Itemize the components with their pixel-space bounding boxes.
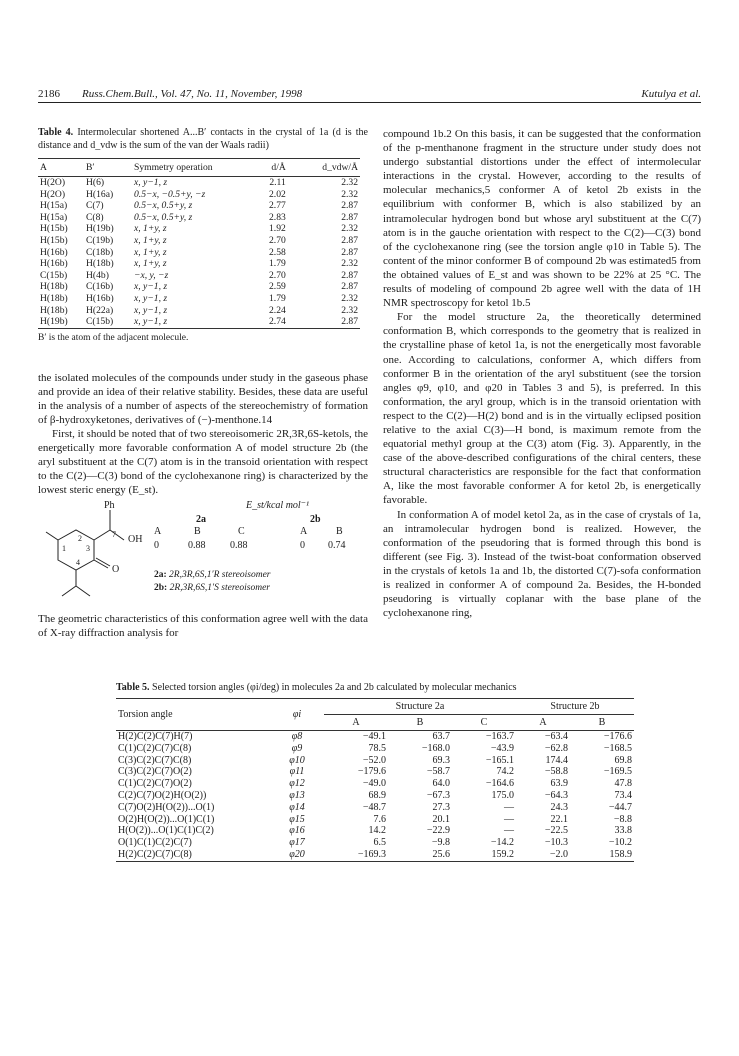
table5-col-phi: φi — [270, 699, 324, 731]
table4-cell: 2.59 — [269, 281, 286, 293]
table4-cell: 2.02 — [269, 188, 286, 200]
table5-cell: −169.5 — [603, 766, 632, 778]
phenyl-label: Ph — [104, 499, 115, 511]
table4-cell: x, y−1, z — [134, 281, 168, 293]
table5-cell: — — [503, 825, 514, 837]
table5-cell: φ8 — [291, 731, 303, 742]
label-2a: 2a — [196, 513, 206, 525]
table-row — [116, 778, 634, 790]
table4-cell: x, 1+y, z — [134, 223, 167, 235]
journal-reference: Russ.Chem.Bull., Vol. 47, No. 11, November, 1998 — [82, 88, 303, 100]
table4-cell: 2.87 — [341, 281, 358, 293]
table5-cell: φ11 — [289, 766, 305, 778]
table-row — [38, 212, 360, 224]
table5-cell: −44.7 — [608, 801, 632, 813]
table5-cell: φ12 — [289, 778, 305, 790]
table4-cell: −x, y, −z — [134, 269, 169, 281]
conformer-col-B-2a: B — [194, 525, 201, 537]
table5-sub-2b-B: B — [570, 715, 634, 731]
table-row — [116, 825, 634, 837]
table5-cell: 7.6 — [373, 813, 386, 825]
table5-cell: C(1)C(2)C(7)O(2) — [118, 778, 192, 790]
table4-cell: C(15b) — [86, 316, 114, 328]
table5-cell: −58.8 — [544, 766, 568, 778]
right-paragraph-3: In conformation A of model ketol 2a, as in the case of crystals of 1a, an intramolecular hydrogen bond is realized. However, the conformation of the pseudoring that is formed through this bond is different (see Fig. 3). Instead of the twist-boat conformation observed in the crystals of ketols 1a and 1b, the distorted C(7)-sofa conformation is realized in conformer A of compound 2a. Besides, the H-bonded pseudoring is virtually coplanar with the base plane of the cyclohexanone ring, — [383, 508, 701, 620]
table5-header-row-1 — [116, 699, 634, 715]
table5-cell: −67.3 — [426, 789, 450, 801]
table-row — [38, 247, 360, 259]
table5-cell: H(O(2))...O(1)C(1)C(2) — [118, 825, 214, 837]
table4-cell: H(22a) — [86, 304, 114, 316]
table4-cell: H(16b) — [40, 246, 68, 258]
table5-cell: H(2)C(2)C(7)H(7) — [118, 731, 193, 742]
table4-caption — [38, 127, 368, 152]
table5-cell: 24.3 — [550, 801, 568, 813]
table5-cell: 20.1 — [432, 813, 450, 825]
table5-cell: C(1)C(2)C(7)C(8) — [118, 742, 192, 754]
table5-cell: −168.0 — [421, 742, 450, 754]
table5-cell: −163.7 — [485, 731, 514, 742]
table4-cell: H(16a) — [86, 188, 114, 200]
table5-cell: φ15 — [289, 813, 305, 825]
table5-cell: C(2)C(7)O(2)H(O(2)) — [118, 789, 207, 801]
table4-cell: 2.77 — [269, 200, 286, 212]
structure-scheme — [38, 499, 368, 606]
page-header — [38, 86, 701, 103]
table5-cell: C(3)C(2)C(7)C(8) — [118, 754, 192, 766]
table5-sub-2a-C: C — [452, 715, 516, 731]
table5-cell: φ14 — [289, 801, 305, 813]
table4-cell: H(15b) — [40, 223, 68, 235]
table5-cell: 6.5 — [373, 837, 386, 849]
atom-number-2: 2 — [78, 533, 82, 543]
table5-cell: 25.6 — [432, 848, 450, 860]
table5-cell: −48.7 — [362, 801, 386, 813]
conformer-col-A-2a: A — [154, 525, 162, 537]
energy-2a-C: 0.88 — [230, 539, 248, 551]
table5-cell: −62.8 — [544, 742, 568, 754]
table4-cell: H(16b) — [86, 292, 114, 304]
table5 — [116, 698, 634, 862]
table4-cell: C(7) — [86, 200, 104, 212]
table4-cell: 2.87 — [341, 316, 358, 328]
table-row — [38, 189, 360, 201]
table5-cell: −9.8 — [431, 837, 450, 849]
atom-number-4: 4 — [76, 557, 80, 567]
table-row — [116, 802, 634, 814]
table4-col-a: A — [38, 159, 84, 177]
table-row — [38, 293, 360, 305]
left-paragraph-2: First, it should be noted that of two stereoisomeric 2R,3R,6S-ketols, the energetically more favorable conformation A of model structure 2b (the aryl substituent at the C(7) atom is in the transoid orientation with respect to the C(2)—C(3) bond of the cyclohexanone ring) is characterized by the lowest steric energy (E_st). — [38, 428, 368, 497]
table5-cell: 47.8 — [614, 778, 632, 790]
table4-cell: H(18b) — [40, 292, 68, 304]
table-row — [38, 281, 360, 293]
table5-cell: 73.4 — [614, 789, 632, 801]
table4-caption-text: Intermolecular shortened A...B′ contacts in the crystal of 1a (d is the distance and d_vdw is the sum of the van der Waals radii) — [38, 127, 368, 151]
table-row — [38, 200, 360, 212]
table4-cell: 2.58 — [269, 246, 286, 258]
stereo-2b — [154, 583, 270, 593]
table4-cell: H(4b) — [86, 269, 109, 281]
page-number: 2186 — [38, 88, 60, 100]
table4-cell: x, 1+y, z — [134, 258, 167, 270]
table5-cell: 22.1 — [550, 813, 568, 825]
left-body-text — [38, 371, 368, 498]
table5-caption-label: Table 5. — [116, 682, 150, 693]
table4-note: B′ is the atom of the adjacent molecule. — [38, 332, 189, 343]
table4-cell: H(15a) — [40, 211, 68, 223]
table5-cell: 159.2 — [491, 848, 514, 860]
table4-cell: 1.92 — [269, 223, 286, 235]
table5-cell: 158.9 — [609, 848, 632, 860]
table4-cell: 2.24 — [269, 304, 286, 316]
table4-cell: 2.11 — [269, 177, 286, 188]
table5-cell: −22.9 — [426, 825, 450, 837]
left-paragraph-1: the isolated molecules of the compounds under study in the gaseous phase and provide an idea of their relative stability. Besides, these data are useful in the analysis of a number of aspects of the stereochemistry of formation of β-hydroxyketones, derivatives of (−)-menthone.14 — [38, 371, 368, 426]
table5-cell: −10.3 — [544, 837, 568, 849]
table4-cell: H(6) — [86, 177, 105, 188]
table5-cell: −8.8 — [613, 813, 632, 825]
table5-cell: φ16 — [289, 825, 305, 837]
atom-number-3: 3 — [86, 543, 90, 553]
table5-cell: φ9 — [291, 742, 303, 754]
table5-cell: −64.3 — [544, 789, 568, 801]
table4-cell: 2.87 — [341, 211, 358, 223]
table5-cell: 64.0 — [432, 778, 450, 790]
label-2b: 2b — [310, 513, 321, 525]
table-row — [116, 837, 634, 849]
table4-cell: 0.5−x, 0.5+y, z — [134, 200, 193, 212]
table5-group-2b: Structure 2b — [516, 699, 634, 715]
table4-cell: H(15a) — [40, 200, 68, 212]
table5-sub-2a-B: B — [388, 715, 452, 731]
stereo-2b-desc: 2R,3R,6S,1′S stereoisomer — [169, 582, 270, 593]
table4-cell: 2.87 — [341, 246, 358, 258]
energy-label: E_st/kcal mol⁻¹ — [246, 499, 309, 511]
table5-cell: φ17 — [289, 837, 305, 849]
table4-cell: 2.70 — [269, 269, 286, 281]
table5-cell: −63.4 — [544, 731, 568, 742]
table4-cell: x, y−1, z — [134, 304, 168, 316]
table4-cell: x, 1+y, z — [134, 234, 167, 246]
table5-cell: φ20 — [289, 848, 305, 860]
table4-cell: H(19b) — [40, 316, 68, 328]
table4-cell: x, y−1, z — [134, 177, 168, 188]
table5-cell: −176.6 — [603, 731, 632, 742]
table-row — [116, 790, 634, 802]
table-row — [116, 814, 634, 826]
table5-cell: 14.2 — [368, 825, 386, 837]
stereo-2b-label: 2b: — [154, 582, 168, 593]
table4-cell: 1.79 — [269, 258, 286, 270]
table5-cell: −2.0 — [549, 848, 568, 860]
table5-cell: −168.5 — [603, 742, 632, 754]
hydroxyl-label: OH — [128, 533, 143, 545]
table5-cell: C(7)O(2)H(O(2))...O(1) — [118, 801, 215, 813]
table4-cell: C(18b) — [86, 246, 114, 258]
table4-cell: 1.79 — [269, 292, 286, 304]
table5-cell: H(2)C(2)C(7)C(8) — [118, 848, 192, 860]
right-column — [383, 127, 701, 620]
table-row — [116, 849, 634, 861]
table5-cell: 69.8 — [614, 754, 632, 766]
energy-2a-B: 0.88 — [188, 539, 206, 551]
table-row — [38, 258, 360, 270]
table-row — [38, 305, 360, 317]
table4-cell: H(2O) — [40, 177, 66, 188]
table4-cell: H(19b) — [86, 223, 114, 235]
stereo-2a-label: 2a: — [154, 569, 167, 580]
table4-cell: 2.87 — [341, 200, 358, 212]
table5-cell: −165.1 — [485, 754, 514, 766]
table5-cell: −49.1 — [362, 731, 386, 742]
table-row — [116, 755, 634, 767]
right-paragraph-2: For the model structure 2a, the theoretically determined conformation B, which corresponds to the geometry that is realized in the crystalline phase of ketol 1a, is not the energetically most favorable one. According to calculations, conformer A, which differs from conformer B in the orientation of the aryl substituent (see the torsion angles φ9, φ10, and φ20 in Tables 3 and 5), is preferred. In this conformation, the aryl group, which is in the transoid orientation with respect to the C(2)—H(2) bond and is in the virtually eclipsed position relative to the axial C(3)—H bond, is maximum remote from the equatorial methyl group at the C(3) atom (Fig. 3). Apparently, in the case of the above-described configurations of the chiral centers, these structural characteristics are responsible for the fact that conformation A, like the most favorable conformer A for ketol 2b, is energetically favorable. — [383, 311, 701, 507]
table4-cell: 2.74 — [269, 316, 286, 328]
table5-cell: −10.2 — [608, 837, 632, 849]
table4-cell: 2.87 — [341, 234, 358, 246]
table4-cell: 2.32 — [341, 177, 358, 188]
table-row — [116, 731, 634, 743]
table5-cell: 174.4 — [545, 754, 568, 766]
table4-col-d: d/Å — [250, 159, 288, 177]
conformer-col-B-2b: B — [336, 525, 343, 537]
table-row — [38, 316, 360, 328]
energy-2b-B: 0.74 — [328, 539, 346, 551]
table4-col-dvdw: d_vdw/Å — [288, 159, 360, 177]
table5-cell: 68.9 — [368, 789, 386, 801]
stereo-2a-desc: 2R,3R,6S,1′R stereoisomer — [169, 569, 271, 580]
table-row — [38, 223, 360, 235]
table5-caption — [116, 682, 517, 693]
table5-sub-2a-A: A — [324, 715, 388, 731]
table5-cell: −52.0 — [362, 754, 386, 766]
table4-cell: H(18b) — [40, 281, 68, 293]
table5-group-2a: Structure 2a — [324, 699, 516, 715]
table5-cell: −164.6 — [485, 778, 514, 790]
table5-cell: −49.0 — [362, 778, 386, 790]
table5-cell: −43.9 — [490, 742, 514, 754]
table4-cell: 2.87 — [341, 269, 358, 281]
table5-cell: −22.5 — [544, 825, 568, 837]
stereo-2a — [154, 570, 271, 580]
table5-cell: 74.2 — [496, 766, 514, 778]
table-row — [38, 177, 360, 189]
conformer-col-C-2a: C — [238, 525, 245, 537]
table-row — [116, 766, 634, 778]
table4-cell: 2.32 — [341, 188, 358, 200]
table4-cell: H(16b) — [40, 258, 68, 270]
table4-cell: C(19b) — [86, 234, 114, 246]
table4-header-row — [38, 159, 360, 177]
ketol-structure-drawing — [38, 499, 148, 606]
table4-body — [38, 177, 360, 329]
table4-cell: H(18b) — [40, 304, 68, 316]
table5-cell: C(3)C(2)C(7)O(2) — [118, 766, 192, 778]
table5-col-angle: Torsion angle — [116, 699, 270, 731]
left-body-text-2 — [38, 612, 368, 640]
table4-cell: x, y−1, z — [134, 292, 168, 304]
energy-2b-A: 0 — [300, 539, 305, 551]
table5-caption-text: Selected torsion angles (φi/deg) in molecules 2a and 2b calculated by molecular mechanics — [152, 682, 517, 693]
table5-cell: −179.6 — [357, 766, 386, 778]
table4 — [38, 158, 360, 329]
table5-cell: — — [503, 801, 514, 813]
table4-cell: 0.5−x, −0.5+y, −z — [134, 188, 206, 200]
table4-cell: C(8) — [86, 211, 104, 223]
table4-cell: 2.32 — [341, 258, 358, 270]
atom-number-7: 7 — [112, 529, 116, 539]
table4-cell: H(15b) — [40, 234, 68, 246]
table4-cell: 2.70 — [269, 234, 286, 246]
left-column — [38, 127, 368, 640]
table5-cell: 63.7 — [432, 731, 450, 742]
table4-cell: 2.32 — [341, 304, 358, 316]
conformer-col-A-2b: A — [300, 525, 308, 537]
table5-cell: φ10 — [289, 754, 305, 766]
table4-cell: H(2O) — [40, 188, 66, 200]
table5-cell: O(2)H(O(2))...O(1)C(1) — [118, 813, 215, 825]
table5-cell: −169.3 — [357, 848, 386, 860]
table5-cell: 69.3 — [432, 754, 450, 766]
running-authors: Kutulya et al. — [641, 88, 701, 100]
atom-number-1: 1 — [62, 543, 66, 553]
table5-cell: 78.5 — [368, 742, 386, 754]
table5-body — [116, 731, 634, 862]
table4-cell: 2.83 — [269, 211, 286, 223]
table-row — [38, 235, 360, 247]
table5-cell: φ13 — [289, 789, 305, 801]
energy-2a-A: 0 — [154, 539, 159, 551]
table4-cell: 0.5−x, 0.5+y, z — [134, 211, 193, 223]
table5-cell: 27.3 — [432, 801, 450, 813]
table-row — [116, 743, 634, 755]
table5-cell: 33.8 — [614, 825, 632, 837]
table5-cell: O(1)C(1)C(2)C(7) — [118, 837, 192, 849]
table4-cell: H(18b) — [86, 258, 114, 270]
left-paragraph-3: The geometric characteristics of this conformation agree well with the data of X-ray diffraction analysis for — [38, 612, 368, 639]
table5-cell: −58.7 — [426, 766, 450, 778]
table5-cell: 63.9 — [550, 778, 568, 790]
table4-cell: 2.32 — [341, 292, 358, 304]
table4-caption-label: Table 4. — [38, 127, 74, 138]
right-paragraph-1: compound 1b.2 On this basis, it can be suggested that the conformation of the p-menthanone fragment in the structure under study does not undergo substantial distortions under the effect of intermolecular interactions in the crystal. However, according to the results of molecular mechanics,5 conformer A of ketol 2b exists in the equilibrium with conformer B, which is also stabilized by an intramolecular hydrogen bond but whose aryl substituent at the C(7) atom is in the gauche orientation with respect to the C(2)—C(3) bond of the cyclohexanone ring (see the torsion angle φ10 in Table 5). The content of the minor conformer B of compound 2b was estimated5 from the obtained values of E_st and was shown to be 22% at 25 °C. The results of modeling of compound 2b agree well with the data of 1H NMR spectroscopy for ketol 1b.5 — [383, 128, 701, 310]
table5-sub-2b-A: A — [516, 715, 570, 731]
table4-cell: 2.32 — [341, 223, 358, 235]
table5-cell: 175.0 — [491, 789, 514, 801]
table4-col-b: B′ — [84, 159, 132, 177]
table4-cell: C(15b) — [40, 269, 68, 281]
table4-cell: C(16b) — [86, 281, 114, 293]
table-row — [38, 270, 360, 282]
table5-cell: −14.2 — [490, 837, 514, 849]
table5-cell: — — [503, 813, 514, 825]
table4-cell: x, y−1, z — [134, 316, 168, 328]
table4-cell: x, 1+y, z — [134, 246, 167, 258]
oxygen-label: O — [112, 563, 120, 575]
table4-col-symop: Symmetry operation — [132, 159, 250, 177]
